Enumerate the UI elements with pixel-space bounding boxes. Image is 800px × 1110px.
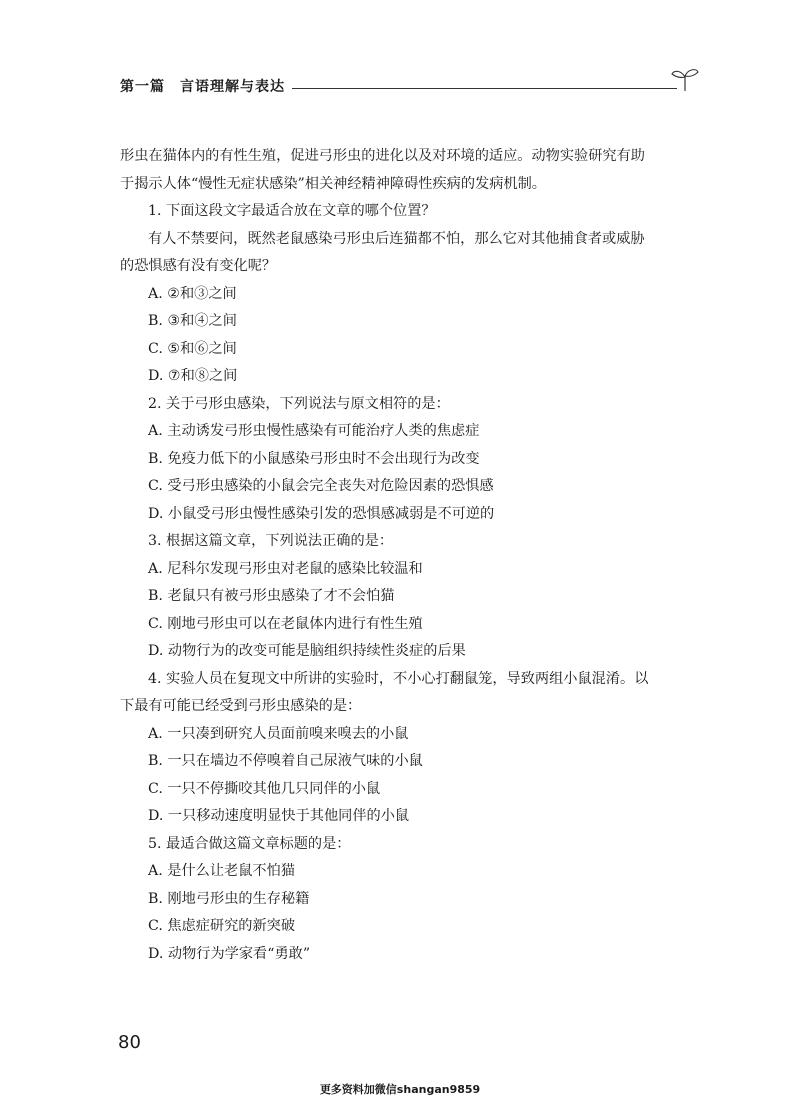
page-number: 80 [118, 1032, 141, 1053]
document-body [120, 143, 688, 968]
question-5-option-c: C. 焦虑症研究的新突破 [148, 918, 296, 934]
question-2-option-a: A. 主动诱发弓形虫慢性感染有可能治疗人类的焦虑症 [148, 423, 480, 439]
question-1-option-d: D. ⑦和⑧之间 [148, 368, 238, 384]
question-5-option-b: B. 刚地弓形虫的生存秘籍 [148, 890, 310, 907]
question-4-option-d: D. 一只移动速度明显快于其他同伴的小鼠 [148, 808, 410, 824]
question-5-option-d: D. 动物行为学家看“勇敢” [148, 945, 311, 962]
intro-line-2: 于揭示人体“慢性无症状感染”相关神经精神障碍性疾病的发病机制。 [120, 175, 546, 192]
question-5-option-a: A. 是什么让老鼠不怕猫 [148, 863, 295, 879]
question-2-option-d: D. 小鼠受弓形虫慢性感染引发的恐惧感减弱是不可逆的 [148, 505, 495, 522]
running-header [120, 66, 695, 96]
question-3-stem: 3. 根据这篇文章，下列说法正确的是： [148, 533, 394, 549]
header-section-title: 言语理解与表达 [180, 79, 285, 95]
question-2-option-b: B. 免疫力低下的小鼠感染弓形虫时不会出现行为改变 [148, 450, 480, 467]
question-4-option-c: C. 一只不停撕咬其他几只同伴的小鼠 [148, 780, 381, 797]
question-4-stem-line-2: 下最有可能已经受到弓形虫感染的是： [120, 698, 362, 714]
question-3-option-b: B. 老鼠只有被弓形虫感染了才不会怕猫 [148, 588, 395, 604]
question-4-option-b: B. 一只在墙边不停嗅着自己尿液气味的小鼠 [148, 753, 423, 769]
question-5-stem: 5. 最适合做这篇文章标题的是： [148, 835, 351, 852]
intro-line-1: 形虫在猫体内的有性生殖，促进弓形虫的进化以及对环境的适应。动物实验研究有助 [120, 148, 645, 164]
question-1-option-b: B. ③和④之间 [148, 313, 237, 329]
question-1-option-a: A. ②和③之间 [148, 285, 237, 302]
header-rule [292, 88, 677, 89]
question-1-passage-line-1: 有人不禁要问，既然老鼠感染弓形虫后连猫都不怕，那么它对其他捕食者或威胁 [148, 230, 645, 247]
question-1-option-c: C. ⑤和⑥之间 [148, 340, 237, 357]
question-4-option-a: A. 一只凑到研究人员面前嗅来嗅去的小鼠 [148, 725, 409, 742]
question-3-option-d: D. 动物行为的改变可能是脑组织持续性炎症的后果 [148, 643, 466, 659]
question-2-stem: 2. 关于弓形虫感染，下列说法与原文相符的是： [148, 395, 450, 412]
question-2-option-c: C. 受弓形虫感染的小鼠会完全丧失对危险因素的恐惧感 [148, 478, 494, 494]
question-4-stem-line-1: 4. 实验人员在复现文中所讲的实验时，不小心打翻鼠笼，导致两组小鼠混淆。以 [148, 670, 649, 687]
header-chapter: 第一篇 [120, 79, 165, 95]
question-3-option-c: C. 刚地弓形虫可以在老鼠体内进行有性生殖 [148, 615, 423, 632]
footer-note: 更多资料加微信shangan9859 [319, 1083, 481, 1096]
question-1-passage-line-2: 的恐惧感有没有变化呢？ [120, 258, 277, 274]
question-1-stem: 1. 下面这段文字最适合放在文章的哪个位置？ [148, 203, 436, 219]
sprout-icon [670, 66, 700, 92]
question-3-option-a: A. 尼科尔发现弓形虫对老鼠的感染比较温和 [148, 560, 423, 577]
